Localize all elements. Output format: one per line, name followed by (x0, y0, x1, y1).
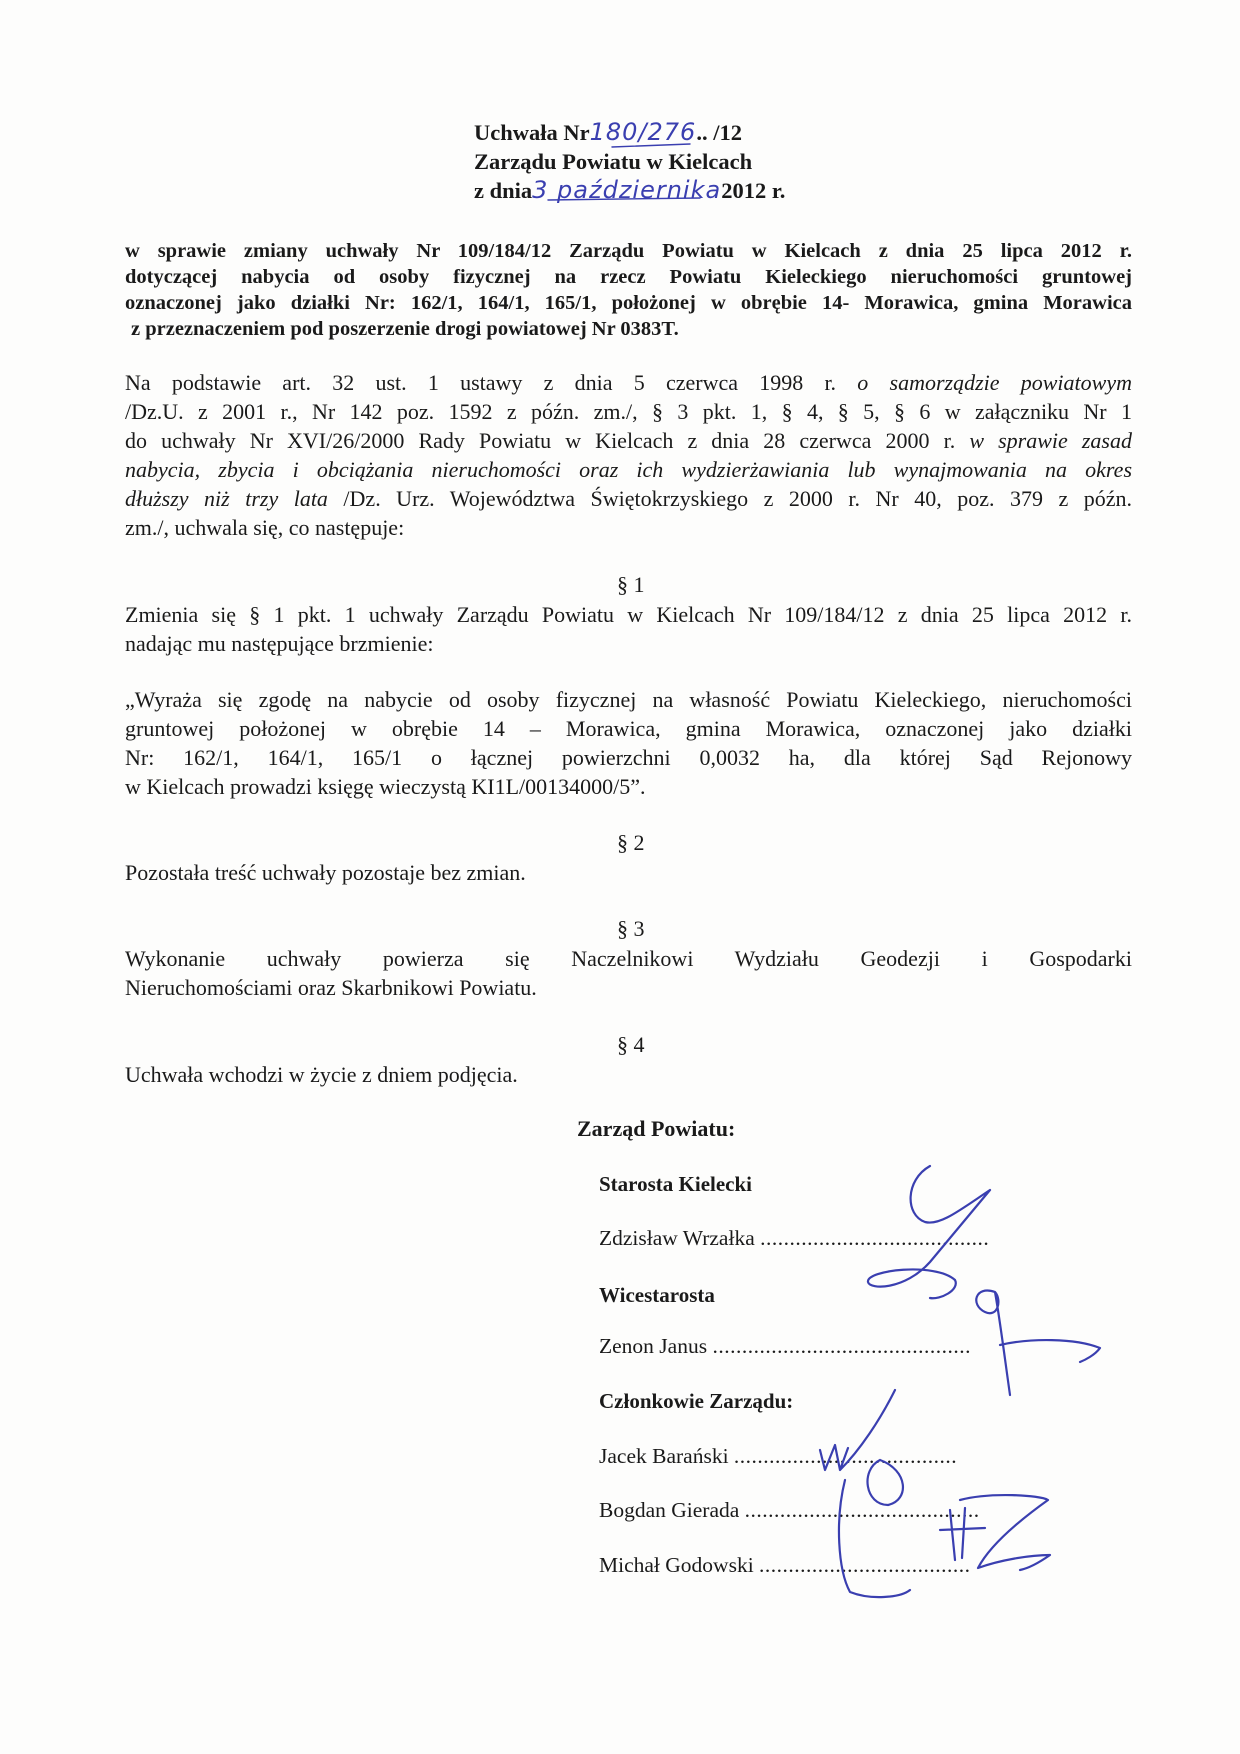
handwritten-number: 180/276 (589, 118, 697, 146)
role-starosta: Starosta Kielecki (599, 1172, 753, 1196)
dots: .. (696, 120, 708, 145)
signature-gierada (839, 1460, 985, 1597)
signature-baranski (820, 1390, 895, 1470)
role-members: Członkowie Zarządu: (599, 1389, 794, 1413)
quote-line: Nr: 162/1, 164/1, 165/1 o łącznej powierzchni 0,0032 ha, dla której Sąd Rejonowy (125, 745, 1132, 770)
role-wicestarosta: Wicestarosta (599, 1283, 715, 1307)
basis-text: do uchwały Nr XVI/26/2000 Rady Powiatu w Kielcach z dnia 28 czerwca 2000 r. (125, 428, 970, 453)
date-underline-ink (548, 198, 700, 200)
handwritten-date: 3 października (532, 176, 722, 204)
header-underline-ink (612, 144, 690, 147)
subject-line: oznaczonej jako działki Nr: 162/1, 164/1, 165/1, położonej w obrębie 14- Morawica, gmina Morawica (125, 292, 1132, 314)
signature-line: .................................... (759, 1553, 971, 1577)
date-label: z dnia (474, 178, 533, 203)
section-line: Uchwała wchodzi w życie z dniem podjęcia. (125, 1062, 518, 1087)
section-3-heading: § 3 (617, 916, 645, 941)
signatory-name: Zenon Janus (599, 1334, 708, 1358)
section-line: Pozostała treść uchwały pozostaje bez zmian. (125, 860, 526, 885)
section-line: Nieruchomościami oraz Skarbnikowi Powiatu. (125, 975, 537, 1000)
basis-line: /Dz.U. z 2001 r., Nr 142 poz. 1592 z późn. zm./, § 3 pkt. 1, § 4, § 5, § 6 w załączniku Nr 1 (125, 399, 1132, 424)
signature-janus (976, 1291, 1100, 1395)
signature-godowski (960, 1495, 1050, 1570)
basis-text: /Dz. Urz. Województwa Świętokrzyskiego z 2000 r. Nr 40, poz. 379 z późn. (327, 486, 1132, 511)
board-title: Zarząd Powiatu: (577, 1116, 736, 1141)
basis-italic: nabycia, zbycia i obciążania nieruchomości oraz ich wydzierżawiania lub wynajmowania na okres (125, 457, 1132, 482)
resolution-year: /12 (713, 120, 742, 145)
subject-line: w sprawie zmiany uchwały Nr 109/184/12 Zarządu Powiatu w Kielcach z dnia 25 lipca 2012 r. (125, 240, 1132, 262)
quote-line: gruntowej położonej w obrębie 14 – Morawica, gmina Morawica, oznaczonej jako działki (125, 716, 1132, 741)
signatory-name: Bogdan Gierada (599, 1498, 740, 1522)
signature-wrzalka (868, 1166, 990, 1298)
section-line: nadając mu następujące brzmienie: (125, 631, 434, 656)
signatory-name: Jacek Barański (599, 1444, 729, 1468)
basis-line: zm./, uchwala się, co następuje: (125, 515, 405, 540)
signatory-name: Zdzisław Wrzałka (599, 1226, 755, 1250)
resolution-label: Uchwała Nr (474, 120, 590, 145)
signature-line: ....................................... (760, 1226, 990, 1250)
section-1-heading: § 1 (617, 572, 645, 597)
section-line: Wykonanie uchwały powierza się Naczelnikowi Wydziału Geodezji i Gospodarki (125, 946, 1132, 971)
issuer-line: Zarządu Powiatu w Kielcach (474, 149, 753, 174)
quote-line: w Kielcach prowadzi księgę wieczystą KI1L/00134000/5”. (125, 774, 646, 799)
section-2-heading: § 2 (617, 830, 645, 855)
signature-line: ...................................... (733, 1444, 958, 1468)
basis-italic: dłuższy niż trzy lata (125, 486, 328, 511)
signatory-name: Michał Godowski (599, 1553, 754, 1577)
subject-line: dotyczącej nabycia od osoby fizycznej na rzecz Powiatu Kieleckiego nieruchomości gruntowej (125, 266, 1132, 288)
signature-line: ............................................ (712, 1334, 971, 1358)
date-year: 2012 r. (721, 178, 786, 203)
section-4-heading: § 4 (617, 1032, 645, 1057)
signature-line: ........................................ (744, 1498, 980, 1522)
subject-line: z przeznaczeniem pod poszerzenie drogi powiatowej Nr 0383T. (131, 318, 679, 340)
basis-italic: o samorządzie powiatowym (857, 370, 1132, 395)
quote-line: „Wyraża się zgodę na nabycie od osoby fizycznej na własność Powiatu Kieleckiego, nieruchomości (125, 687, 1132, 712)
section-line: Zmienia się § 1 pkt. 1 uchwały Zarządu Powiatu w Kielcach Nr 109/184/12 z dnia 25 lipca 2012 r. (125, 602, 1132, 627)
basis-italic: w sprawie zasad (969, 428, 1132, 453)
basis-text: Na podstawie art. 32 ust. 1 ustawy z dnia 5 czerwca 1998 r. (125, 370, 858, 395)
